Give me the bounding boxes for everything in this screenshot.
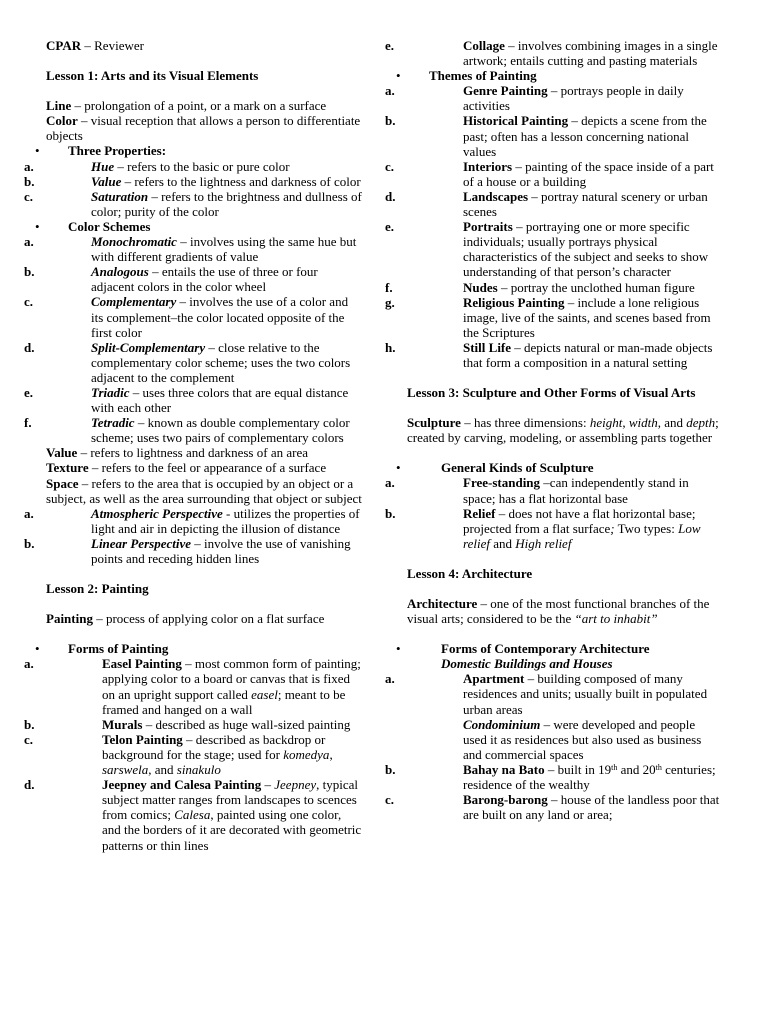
list-item: h. Still Life – depicts natural or man-made objects that form a composition in a natural setting	[385, 339, 713, 370]
list-item: a. Hue – refers to the basic or pure color	[24, 158, 290, 174]
lesson2-heading: Lesson 2: Painting	[46, 581, 149, 597]
list-item: c. Telon Painting – described as backdrop or background for the stage; used for komedya, sarswela, and sinakulo	[24, 731, 333, 778]
list-item: g. Religious Painting – include a lone religious image, live of the saints, and scenes based from the Scriptures	[385, 294, 711, 340]
list-item: b. Relief – does not have a flat horizontal base; projected from a flat surface; Two types: Low relief and High relief	[385, 505, 701, 551]
sculpture-definition: Sculpture – has three dimensions: height, width, and depth; created by carving, modeling, or assembling parts together	[407, 415, 719, 446]
color-schemes-heading: • Color Schemes	[46, 219, 362, 234]
domestic-buildings-subheading: Domestic Buildings and Houses	[441, 656, 613, 672]
list-item: a. Genre Painting – portrays people in daily activities	[385, 83, 684, 114]
list-item: c. Saturation – refers to the brightness and dullness of color; purity of the color	[24, 188, 362, 219]
list-item: a. Free-standing –can independently stand in space; has a flat horizontal base	[385, 475, 689, 506]
architecture-definition: Architecture – one of the most functional branches of the visual arts; considered to be the “art to inhabit”	[407, 596, 710, 627]
color-definition: Color – visual reception that allows a person to differentiate objects	[46, 113, 361, 144]
value-definition: Value – refers to lightness and darkness of an area	[46, 445, 308, 461]
list-item: d. Split-Complementary – close relative to the complementary color scheme; uses the two colors adjacent to the complement	[24, 339, 351, 385]
list-item: b. Bahay na Bato – built in 19th and 20th centuries; residence of the wealthy	[385, 761, 716, 793]
condominium-definition: Condominium – were developed and people used it as residences but also used as business and commercial spaces	[463, 716, 702, 762]
kinds-of-sculpture-heading: • General Kinds of Sculpture	[407, 460, 720, 475]
list-item: a. Monochromatic – involves using the same hue but with different gradients of value	[24, 234, 357, 265]
list-item: c. Barong-barong – house of the landless poor that are built on any land or area;	[385, 792, 720, 823]
lesson4-heading: Lesson 4: Architecture	[407, 565, 533, 581]
left-column	[24, 38, 362, 853]
forms-of-architecture-heading: • Forms of Contemporary Architecture	[407, 641, 720, 656]
list-item: a. Easel Painting – most common form of painting; applying color to a board or canvas that is fixed on an upright support called easel; meant to be framed and hanged on a wall	[24, 656, 361, 717]
list-item: b. Murals – described as huge wall-sized painting	[24, 716, 351, 732]
list-item: b. Analogous – entails the use of three or four adjacent colors in the color wheel	[24, 264, 318, 295]
document-title: CPAR – Reviewer	[46, 38, 144, 53]
three-properties-heading: • Three Properties:	[46, 143, 362, 158]
right-column	[385, 38, 720, 823]
list-item: a. Atmospheric Perspective - utilizes the properties of light and air in depicting the illusion of distance	[24, 505, 360, 536]
space-definition: Space – refers to the area that is occupied by an object or a subject, as well as the area surrounding that object or subject	[46, 475, 362, 506]
themes-of-painting-heading: • Themes of Painting	[407, 68, 720, 83]
list-item: f. Nudes – portray the unclothed human figure	[385, 279, 695, 295]
list-item: e. Triadic – uses three colors that are equal distance with each other	[24, 384, 349, 416]
list-item: a. Apartment – building composed of many residences and units; usually built in populated urban areas	[385, 671, 708, 717]
list-item: c. Complementary – involves the use of a color and its complement–the color located opposite of the first color	[24, 294, 349, 340]
list-item: e. Portraits – portraying one or more specific individuals; usually portrays physical characteristics of the subject and seeks to show understanding of that person’s character	[385, 219, 709, 280]
list-item: f. Tetradic – known as double complementary color scheme; uses two pairs of complementary colors	[24, 415, 350, 446]
list-item: d. Jeepney and Calesa Painting – Jeepney, typical subject matter ranges from landscapes to scences from comics; Calesa, painted using one color, and the borders of it are decorated with geometric patterns or thin lines	[24, 777, 362, 853]
list-item: c. Interiors – painting of the space inside of a part of a house or a building	[385, 158, 714, 189]
lesson1-heading: Lesson 1: Arts and its Visual Elements	[46, 68, 259, 84]
lesson3-heading: Lesson 3: Sculpture and Other Forms of Visual Arts	[407, 385, 696, 401]
list-item: d. Landscapes – portray natural scenery or urban scenes	[385, 188, 708, 220]
painting-definition: Painting – process of applying color on a flat surface	[46, 611, 325, 627]
texture-definition: Texture – refers to the feel or appearance of a surface	[46, 460, 327, 476]
list-item: b. Value – refers to the lightness and darkness of color	[24, 173, 361, 189]
list-item: e. Collage – involves combining images in a single artwork; entails cutting and pasting materials	[385, 38, 718, 69]
line-definition: Line – prolongation of a point, or a mark on a surface	[46, 98, 327, 114]
list-item: b. Historical Painting – depicts a scene from the past; often has a lesson concerning national values	[385, 113, 707, 159]
list-item: b. Linear Perspective – involve the use of vanishing points and receding hidden lines	[24, 535, 351, 566]
forms-of-painting-heading: • Forms of Painting	[46, 641, 362, 656]
